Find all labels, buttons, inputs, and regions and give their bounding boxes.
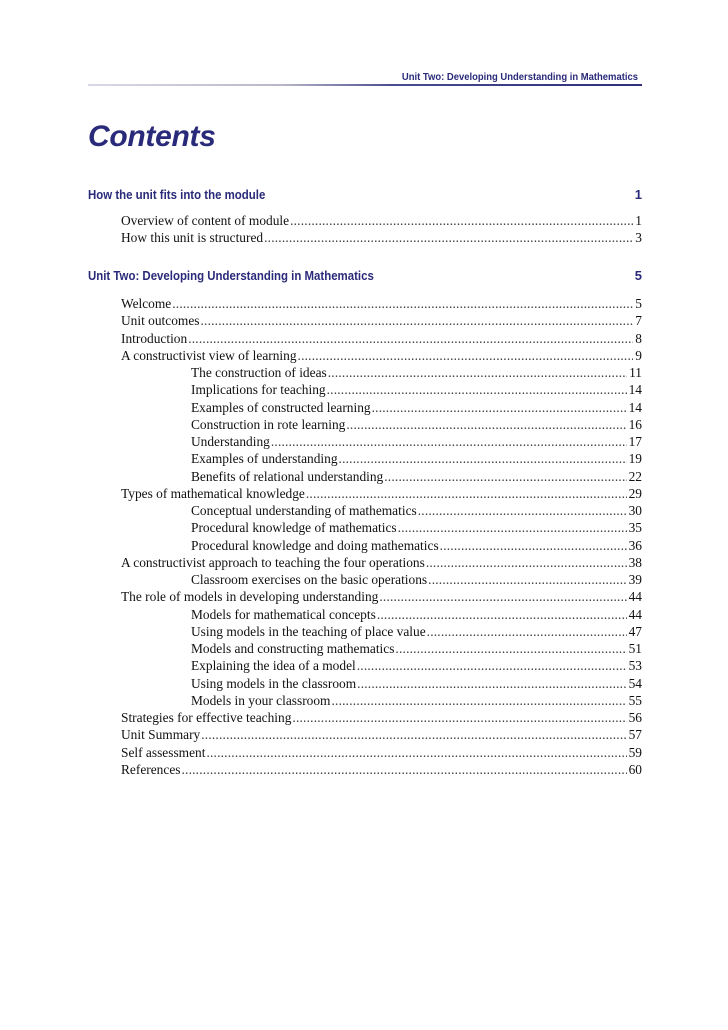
toc-entry[interactable] [121, 762, 642, 779]
toc-entry-page: 60 [628, 761, 642, 777]
toc-entry-page: 39 [628, 572, 642, 587]
toc-dot-leader [206, 745, 626, 761]
toc-entry-title: The role of models in developing understanding [121, 589, 379, 605]
toc-dot-leader [372, 400, 627, 416]
toc-dot-leader [346, 417, 626, 433]
toc-entry-page: 38 [628, 554, 642, 570]
toc-entry-page: 17 [628, 434, 642, 449]
toc-entry-page: 56 [628, 710, 642, 725]
toc-entry[interactable] [121, 589, 642, 606]
toc-entry-page: 54 [628, 675, 642, 691]
toc-entry-title: Introduction [121, 330, 188, 346]
toc-entry-title: Procedural knowledge and doing mathematics [191, 537, 439, 553]
toc-entry[interactable] [121, 486, 642, 503]
toc-dot-leader [264, 230, 633, 246]
toc-section-title: Unit Two: Developing Understanding in Mathematics [88, 268, 374, 283]
toc-entry-title: Examples of understanding [191, 451, 338, 467]
toc-entry-title: How this unit is structured [121, 230, 264, 246]
toc-entry-page: 3 [635, 230, 642, 246]
toc-dot-leader [418, 503, 627, 519]
toc-entry-page: 47 [628, 623, 642, 639]
toc-dot-leader [298, 348, 634, 364]
toc-entry-title: Implications for teaching [191, 382, 326, 398]
toc-entry[interactable] [191, 400, 642, 417]
toc-dot-leader [395, 641, 626, 657]
toc-dot-leader [328, 365, 627, 381]
toc-dot-leader [306, 486, 627, 502]
toc-entry-title: Benefits of relational understanding [191, 468, 384, 484]
toc-section-page: 5 [634, 268, 642, 283]
toc-entry-page: 5 [635, 296, 642, 311]
toc-dot-leader [377, 607, 627, 623]
toc-entry[interactable] [191, 520, 642, 537]
header-rule [88, 84, 642, 86]
toc-section-heading[interactable] [88, 268, 642, 286]
toc-entry-page: 1 [635, 213, 642, 228]
toc-entry-page: 9 [635, 347, 642, 363]
toc-entry-title: Using models in the classroom [191, 675, 357, 691]
toc-entry-page: 59 [628, 744, 642, 760]
toc-entry-title: A constructivist approach to teaching the four operations [121, 554, 425, 570]
toc-entry-page: 14 [628, 382, 642, 398]
toc-entry-title: Explaining the idea of a model [191, 658, 356, 674]
toc-dot-leader [357, 658, 627, 674]
toc-entry-page: 7 [635, 313, 642, 329]
toc-entry-page: 8 [635, 330, 642, 346]
toc-entry-page: 51 [628, 641, 642, 656]
toc-entry[interactable] [121, 213, 642, 230]
toc-entry-page: 53 [628, 658, 642, 674]
toc-entry[interactable] [191, 572, 642, 589]
toc-entry[interactable] [121, 331, 642, 348]
toc-entry[interactable] [191, 693, 642, 710]
toc-entry-page: 44 [628, 589, 642, 605]
toc-dot-leader [201, 727, 626, 743]
toc-entry[interactable] [191, 658, 642, 675]
toc-dot-leader [339, 451, 627, 467]
toc-entry-title: Overview of content of module [121, 213, 290, 228]
toc-entry-page: 30 [628, 503, 642, 518]
toc-section-heading[interactable] [88, 187, 642, 205]
toc-entry-title: Classroom exercises on the basic operations [191, 572, 428, 587]
toc-entry-title: Models for mathematical concepts [191, 606, 376, 622]
running-header: Unit Two: Developing Understanding in Mathematics [401, 71, 638, 83]
toc-entry-title: A constructivist view of learning [121, 347, 297, 363]
toc-dot-leader [384, 469, 626, 485]
toc-dot-leader [172, 296, 633, 312]
toc-entry-title: The construction of ideas [191, 365, 327, 380]
toc-entry[interactable] [121, 710, 642, 727]
toc-entry-title: Models in your classroom [191, 692, 331, 708]
toc-entry[interactable] [121, 555, 642, 572]
toc-entry-page: 29 [628, 485, 642, 501]
toc-entry-page: 35 [628, 520, 642, 536]
toc-entry-title: Using models in the teaching of place value [191, 623, 426, 639]
toc-entry[interactable] [191, 641, 642, 658]
toc-entry[interactable] [191, 451, 642, 468]
toc-entry[interactable] [191, 503, 642, 520]
toc-entry-page: 19 [628, 451, 642, 467]
toc-entry[interactable] [191, 365, 642, 382]
toc-entry-page: 11 [629, 365, 642, 380]
toc-entry-title: Models and constructing mathematics [191, 641, 395, 656]
toc-section-page: 1 [634, 187, 642, 202]
toc-entry-title: Procedural knowledge of mathematics [191, 520, 397, 536]
toc-dot-leader [428, 572, 626, 588]
toc-section-title: How the unit fits into the module [88, 187, 266, 202]
toc-entry-title: Welcome [121, 296, 172, 311]
toc-entry-page: 36 [628, 537, 642, 553]
toc-entry[interactable] [121, 348, 642, 365]
toc-dot-leader [200, 313, 633, 329]
toc-entry[interactable] [121, 230, 642, 247]
toc-dot-leader [327, 382, 627, 398]
toc-dot-leader [181, 762, 626, 778]
toc-entry-page: 22 [628, 468, 642, 484]
toc-entry-title: Unit outcomes [121, 313, 200, 329]
toc-entry[interactable] [191, 676, 642, 693]
toc-dot-leader [379, 589, 626, 605]
toc-entry[interactable] [121, 313, 642, 330]
toc-entry-title: Strategies for effective teaching [121, 710, 292, 725]
toc-entry-page: 16 [628, 416, 642, 432]
toc-entry[interactable] [191, 382, 642, 399]
toc-dot-leader [331, 693, 626, 709]
toc-entry-title: Examples of constructed learning [191, 399, 371, 415]
toc-dot-leader [440, 538, 627, 554]
toc-entry-title: References [121, 761, 181, 777]
toc-dot-leader [188, 331, 633, 347]
toc-entry[interactable] [191, 469, 642, 486]
toc-entry-title: Conceptual understanding of mathematics [191, 503, 417, 518]
toc-entry[interactable] [121, 727, 642, 744]
toc-entry-title: Construction in rote learning [191, 416, 346, 432]
toc-dot-leader [292, 710, 626, 726]
toc-entry[interactable] [191, 538, 642, 555]
toc-entry-page: 44 [628, 606, 642, 622]
toc-dot-leader [357, 676, 626, 692]
toc-entry[interactable] [191, 607, 642, 624]
toc-entry-page: 55 [628, 692, 642, 708]
toc-entry-page: 57 [628, 727, 642, 743]
toc-entry[interactable] [121, 296, 642, 313]
toc-entry[interactable] [191, 417, 642, 434]
toc-entry-title: Understanding [191, 434, 270, 449]
contents-heading: Contents [88, 120, 216, 153]
toc-entry-title: Types of mathematical knowledge [121, 485, 305, 501]
toc-entry[interactable] [191, 624, 642, 641]
toc-dot-leader [426, 555, 627, 571]
toc-entry[interactable] [191, 434, 642, 451]
toc-dot-leader [290, 213, 633, 229]
toc-dot-leader [398, 520, 627, 536]
toc-entry-title: Unit Summary [121, 727, 201, 743]
toc-entry-page: 14 [628, 399, 642, 415]
toc-entry-title: Self assessment [121, 744, 206, 760]
toc-entry[interactable] [121, 745, 642, 762]
toc-dot-leader [271, 434, 627, 450]
toc-dot-leader [427, 624, 627, 640]
